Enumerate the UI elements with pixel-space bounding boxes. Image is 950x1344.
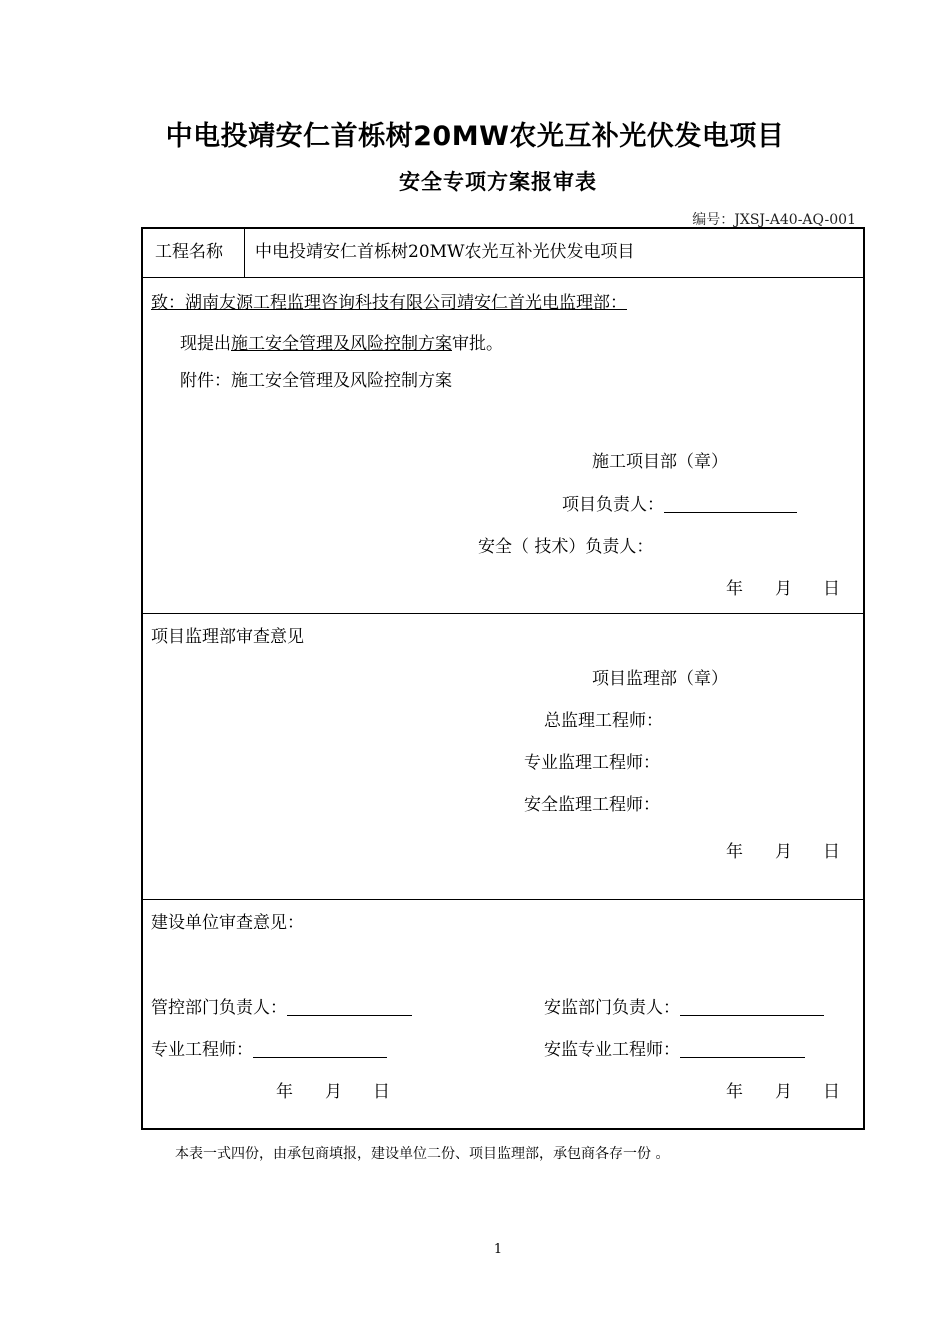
project-name-label: 工程名称 xyxy=(155,242,223,262)
plan-name: 施工安全管理及风险控制方案 xyxy=(231,334,452,354)
construction-dept-seal: 施工项目部（章） xyxy=(592,452,728,472)
day-label: 日 xyxy=(373,1082,390,1102)
attachment-line: 附件：施工安全管理及风险控制方案 xyxy=(180,371,452,391)
safety-head-label: 安监部门负责人： xyxy=(544,998,680,1018)
signature-blank[interactable] xyxy=(680,999,824,1016)
page-number: 1 xyxy=(493,1242,503,1257)
day-label: 日 xyxy=(823,1082,840,1102)
supervision-heading: 项目监理部审查意见 xyxy=(151,627,304,647)
year-label: 年 xyxy=(726,842,743,862)
document-title: 中电投靖安仁首栎树20MW农光互补光伏发电项目 xyxy=(165,121,785,152)
form-footnote: 本表一式四份，由承包商填报，建设单位二份、项目监理部，承包商各存一份 。 xyxy=(175,1146,670,1162)
safety-lead-sign: 安全（ 技术）负责人： xyxy=(478,537,654,557)
approval-form-table xyxy=(141,227,865,1130)
day-label: 日 xyxy=(823,842,840,862)
signature-blank[interactable] xyxy=(253,1041,387,1058)
day-label: 日 xyxy=(823,579,840,599)
project-name-value: 中电投靖安仁首栎树20MW农光互补光伏发电项目 xyxy=(255,242,635,262)
signature-blank[interactable] xyxy=(680,1041,805,1058)
signature-blank[interactable] xyxy=(287,999,412,1016)
document-number: 编号：JXSJ-A40-AQ-001 xyxy=(692,212,856,228)
month-label: 月 xyxy=(775,579,792,599)
year-label: 年 xyxy=(726,1082,743,1102)
project-manager-label: 项目负责人： xyxy=(562,495,664,515)
addressee: 致：湖南友源工程监理咨询科技有限公司靖安仁首光电监理部： xyxy=(151,293,627,313)
document-subtitle: 安全专项方案报审表 xyxy=(399,170,597,194)
row-divider xyxy=(143,277,863,278)
control-head-label: 管控部门负责人： xyxy=(151,998,287,1018)
safety-engineer-sign xyxy=(544,1040,805,1060)
safety-head-sign xyxy=(544,998,824,1018)
supervision-dept-seal: 项目监理部（章） xyxy=(592,669,728,689)
row-divider xyxy=(143,899,863,900)
year-label: 年 xyxy=(726,579,743,599)
chief-supervisor-sign: 总监理工程师： xyxy=(544,711,663,731)
submission-intro xyxy=(180,334,503,354)
engineer-label: 专业工程师： xyxy=(151,1040,253,1060)
specialist-supervisor-sign: 专业监理工程师： xyxy=(524,753,660,773)
control-head-sign xyxy=(151,998,412,1018)
intro-prefix: 现提出 xyxy=(180,334,231,354)
signature-blank[interactable] xyxy=(664,496,797,513)
column-divider xyxy=(244,229,245,277)
month-label: 月 xyxy=(775,842,792,862)
month-label: 月 xyxy=(325,1082,342,1102)
safety-engineer-label: 安监专业工程师： xyxy=(544,1040,680,1060)
intro-suffix: 审批。 xyxy=(452,334,503,354)
engineer-sign xyxy=(151,1040,387,1060)
row-divider xyxy=(143,613,863,614)
safety-supervisor-sign: 安全监理工程师： xyxy=(524,795,660,815)
month-label: 月 xyxy=(775,1082,792,1102)
project-manager-sign xyxy=(562,495,797,515)
year-label: 年 xyxy=(276,1082,293,1102)
owner-heading: 建设单位审查意见： xyxy=(151,913,304,933)
